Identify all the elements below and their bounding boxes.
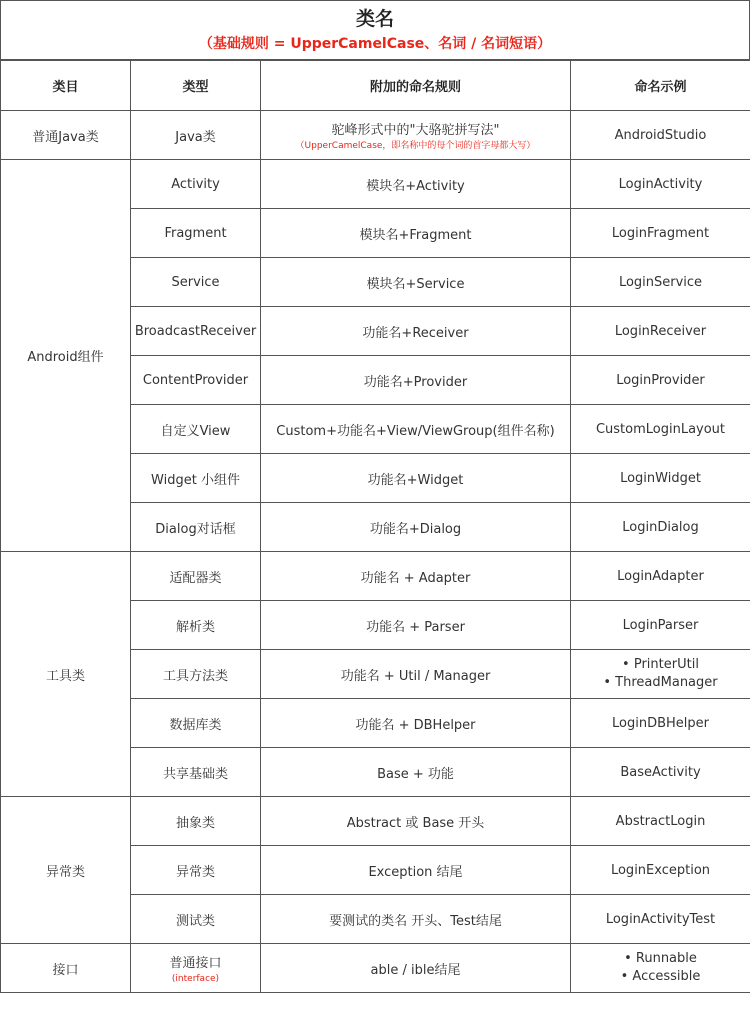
example-cell: AndroidStudio bbox=[571, 111, 750, 160]
rule-cell: 功能名 + DBHelper bbox=[261, 699, 571, 748]
rule-cell: 功能名 + Parser bbox=[261, 601, 571, 650]
type-cell: Service bbox=[131, 258, 261, 307]
example-cell bbox=[571, 944, 750, 993]
type-cell: 解析类 bbox=[131, 601, 261, 650]
table-row bbox=[1, 552, 750, 601]
rule-cell: 功能名+Widget bbox=[261, 454, 571, 503]
example-cell: CustomLoginLayout bbox=[571, 405, 750, 454]
example-cell: LoginReceiver bbox=[571, 307, 750, 356]
type-cell: 适配器类 bbox=[131, 552, 261, 601]
example-cell bbox=[571, 650, 750, 699]
rule-cell: 功能名+Provider bbox=[261, 356, 571, 405]
example-cell: LoginAdapter bbox=[571, 552, 750, 601]
type-cell: 工具方法类 bbox=[131, 650, 261, 699]
type-cell: BroadcastReceiver bbox=[131, 307, 261, 356]
table-row bbox=[1, 944, 750, 993]
example-line: • Accessible bbox=[620, 969, 701, 984]
example-cell: LoginProvider bbox=[571, 356, 750, 405]
rule-text: 驼峰形式中的"大骆驼拼写法" bbox=[331, 122, 500, 138]
type-cell bbox=[131, 944, 261, 993]
example-cell: LoginDialog bbox=[571, 503, 750, 552]
example-line: • Runnable bbox=[624, 951, 697, 966]
category-cell: 工具类 bbox=[1, 552, 131, 797]
example-cell: AbstractLogin bbox=[571, 797, 750, 846]
example-line: • ThreadManager bbox=[603, 675, 718, 690]
rule-cell bbox=[261, 111, 571, 160]
type-cell: 测试类 bbox=[131, 895, 261, 944]
category-cell: Android组件 bbox=[1, 160, 131, 552]
page-title: 类名 bbox=[355, 8, 394, 30]
example-cell: LoginParser bbox=[571, 601, 750, 650]
type-text: 普通接口 bbox=[169, 955, 222, 971]
type-cell: 数据库类 bbox=[131, 699, 261, 748]
rule-cell: 功能名 + Adapter bbox=[261, 552, 571, 601]
type-cell: Fragment bbox=[131, 209, 261, 258]
page-subtitle: （基础规则 = UpperCamelCase、名词 / 名词短语） bbox=[198, 36, 552, 52]
category-cell: 普通Java类 bbox=[1, 111, 131, 160]
rule-cell: 要测试的类名 开头、Test结尾 bbox=[261, 895, 571, 944]
category-cell: 接口 bbox=[1, 944, 131, 993]
type-cell: 自定义View bbox=[131, 405, 261, 454]
rule-cell: 模块名+Service bbox=[261, 258, 571, 307]
rule-cell: 模块名+Fragment bbox=[261, 209, 571, 258]
example-cell: LoginService bbox=[571, 258, 750, 307]
type-cell: Java类 bbox=[131, 111, 261, 160]
rule-cell: able / ible结尾 bbox=[261, 944, 571, 993]
type-cell: 异常类 bbox=[131, 846, 261, 895]
example-cell: LoginActivityTest bbox=[571, 895, 750, 944]
category-cell: 异常类 bbox=[1, 797, 131, 944]
example-line: • PrinterUtil bbox=[622, 657, 699, 672]
table-row bbox=[1, 160, 750, 209]
table-row bbox=[1, 797, 750, 846]
example-cell: LoginFragment bbox=[571, 209, 750, 258]
rule-cell: Base + 功能 bbox=[261, 748, 571, 797]
rule-note: （UpperCamelCase，即名称中的每个词的首字母都大写） bbox=[295, 140, 536, 151]
header-type: 类型 bbox=[131, 61, 261, 111]
naming-table bbox=[0, 60, 750, 993]
rule-cell: 功能名+Dialog bbox=[261, 503, 571, 552]
header-category: 类目 bbox=[1, 61, 131, 111]
type-note: (interface) bbox=[171, 973, 220, 984]
type-cell: Widget 小组件 bbox=[131, 454, 261, 503]
example-cell: LoginWidget bbox=[571, 454, 750, 503]
example-cell: BaseActivity bbox=[571, 748, 750, 797]
table-row bbox=[1, 111, 750, 160]
rule-cell: 功能名+Receiver bbox=[261, 307, 571, 356]
type-cell: Dialog对话框 bbox=[131, 503, 261, 552]
type-cell: Activity bbox=[131, 160, 261, 209]
rule-cell: 功能名 + Util / Manager bbox=[261, 650, 571, 699]
header-row bbox=[1, 61, 750, 111]
example-cell: LoginDBHelper bbox=[571, 699, 750, 748]
rule-cell: Custom+功能名+View/ViewGroup(组件名称) bbox=[261, 405, 571, 454]
title-box bbox=[0, 0, 750, 60]
type-cell: 共享基础类 bbox=[131, 748, 261, 797]
type-cell: ContentProvider bbox=[131, 356, 261, 405]
rule-cell: Exception 结尾 bbox=[261, 846, 571, 895]
header-example: 命名示例 bbox=[571, 61, 750, 111]
example-cell: LoginException bbox=[571, 846, 750, 895]
rule-cell: Abstract 或 Base 开头 bbox=[261, 797, 571, 846]
type-cell: 抽象类 bbox=[131, 797, 261, 846]
header-rule: 附加的命名规则 bbox=[261, 61, 571, 111]
rule-cell: 模块名+Activity bbox=[261, 160, 571, 209]
example-cell: LoginActivity bbox=[571, 160, 750, 209]
